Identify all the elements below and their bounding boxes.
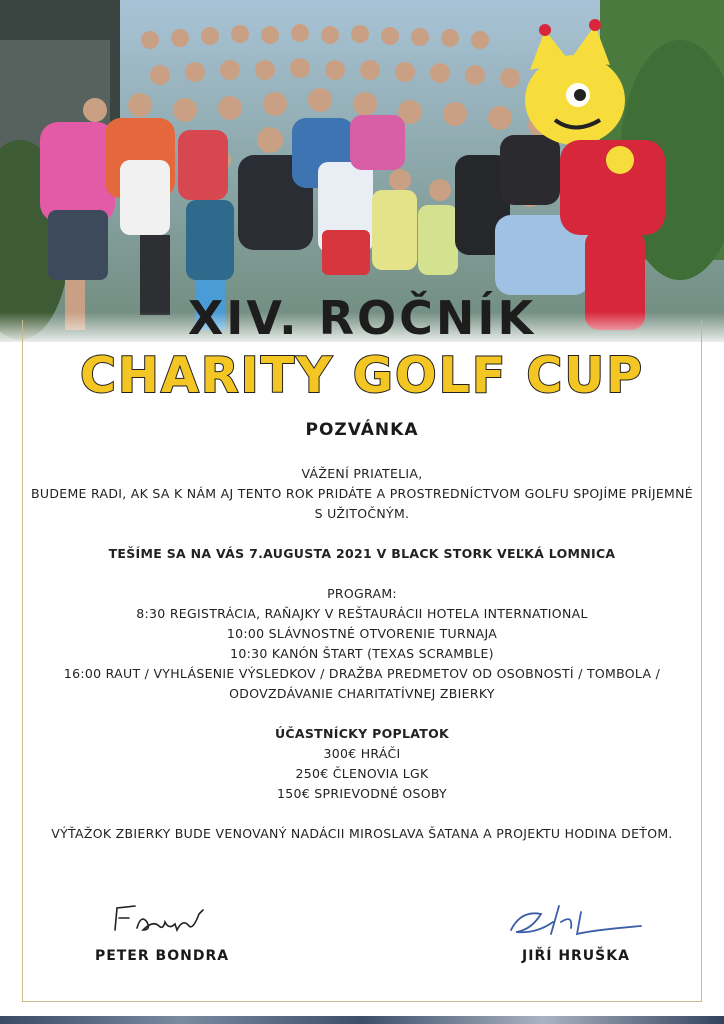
program-item: ODOVZDÁVANIE CHARITATÍVNEJ ZBIERKY (229, 686, 495, 701)
invitation-title: POZVÁNKA (305, 420, 419, 440)
program-item: 16:00 RAUT / VYHLÁSENIE VÝSLEDKOV / DRAŽBA PREDMETOV OD OSOBNOSTÍ / TOMBOLA / (63, 666, 661, 681)
fee-item: 250€ ČLENOVIA LGK (295, 766, 429, 781)
fee-item: 300€ HRÁČI (323, 746, 401, 761)
fees-block (0, 724, 724, 804)
bottom-photo-strip (0, 1016, 724, 1024)
intro-block (0, 464, 724, 524)
event-title: CHARITY GOLF CUP (79, 347, 645, 404)
signature-scribble-right (501, 900, 651, 940)
event-date-location: TEŠÍME SA NA VÁS 7.AUGUSTA 2021 V BLACK STORK VEĽKÁ LOMNICA (108, 546, 616, 561)
greeting: VÁŽENÍ PRIATELIA, (301, 466, 423, 481)
program-item: 10:30 KANÓN ŠTART (TEXAS SCRAMBLE) (230, 646, 494, 661)
intro-line-1: BUDEME RADI, AK SA K NÁM AJ TENTO ROK PRIDÁTE A PROSTREDNÍCTVOM GOLFU SPOJÍME PRÍJEMNÉ (31, 486, 693, 501)
signature-right (476, 900, 676, 964)
program-block (0, 584, 724, 704)
closing-note (0, 824, 724, 844)
signature-name-left: PETER BONDRA (94, 948, 230, 964)
fee-item: 150€ SPRIEVODNÉ OSOBY (277, 786, 447, 801)
edition-heading: XIV. ROČNÍK (187, 291, 537, 345)
closing-text: VÝŤAŽOK ZBIERKY BUDE VENOVANÝ NADÁCII MIROSLAVA ŠATANA A PROJEKTU HODINA DEŤOM. (51, 826, 673, 841)
program-item: 8:30 REGISTRÁCIA, RAŇAJKY V REŠTAURÁCII HOTELA INTERNATIONAL (136, 606, 588, 621)
signature-scribble-left (107, 900, 217, 940)
program-heading: PROGRAM: (327, 586, 397, 601)
event-info (0, 544, 724, 564)
fees-heading: ÚČASTNÍCKY POPLATOK (274, 726, 450, 741)
signature-name-right: JIŘÍ HRUŠKA (522, 948, 630, 964)
signature-left (62, 900, 262, 964)
program-item: 10:00 SLÁVNOSTNÉ OTVORENIE TURNAJA (226, 626, 498, 641)
intro-line-2: S UŽITOČNÝM. (314, 506, 410, 521)
